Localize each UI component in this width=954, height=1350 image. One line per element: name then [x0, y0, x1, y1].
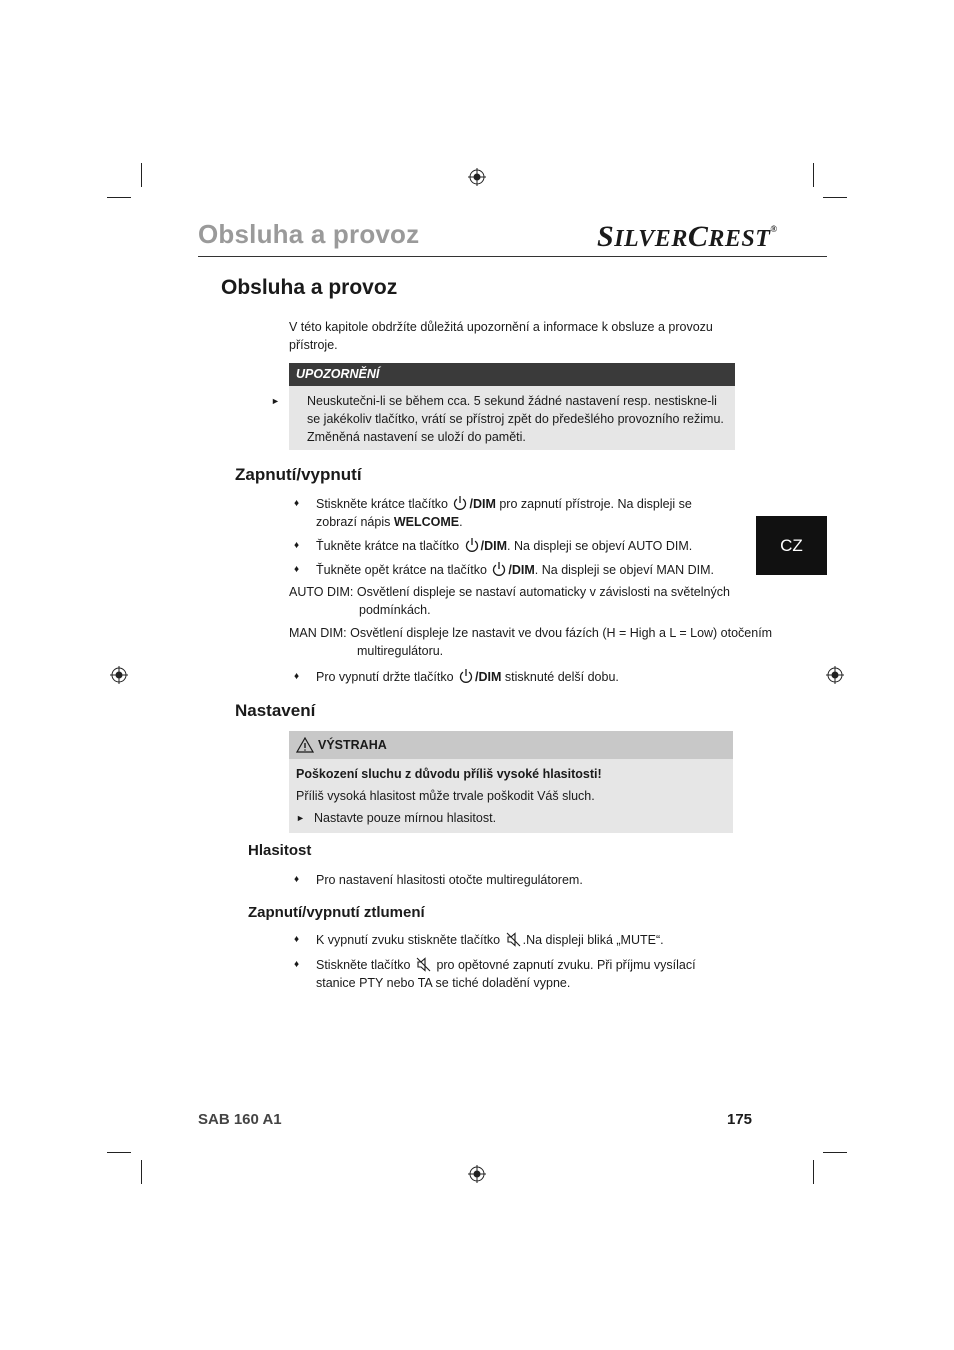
- diamond-bullet-icon: ♦: [294, 540, 300, 551]
- power-section-title: Zapnutí/vypnutí: [235, 465, 362, 484]
- header-title: Obsluha a provoz: [198, 219, 420, 249]
- crop-mark: [141, 1160, 142, 1184]
- crop-mark: [823, 197, 847, 198]
- warning-body: [289, 759, 733, 833]
- power-icon: [464, 537, 480, 553]
- notice-heading: UPOZORNĚNÍ: [289, 363, 735, 386]
- footer-model: SAB 160 A1: [198, 1111, 282, 1128]
- triangle-right-arrow-icon: ►: [271, 396, 280, 406]
- crop-mark: [813, 163, 814, 187]
- warning-heading: VÝSTRAHA: [289, 731, 733, 759]
- settings-section-title: Nastavení: [235, 701, 316, 720]
- auto-dim-definition: AUTO DIM: Osvětlení displeje se nastaví automaticky v závislosti na světelných podmínkách.: [289, 585, 730, 617]
- crop-mark: [141, 163, 142, 187]
- diamond-bullet-icon: ♦: [294, 934, 300, 945]
- header-rule: [198, 256, 827, 257]
- warning-item: ► Nastavte pouze mírnou hlasitost.: [296, 807, 726, 829]
- registration-mark-icon: [468, 1165, 486, 1183]
- crop-mark: [107, 1152, 131, 1153]
- power-icon: [452, 495, 468, 511]
- crop-mark: [823, 1152, 847, 1153]
- section-title: Obsluha a provoz: [221, 276, 398, 299]
- page-number: 175: [727, 1111, 753, 1128]
- notice-box: [271, 363, 735, 450]
- warning-box: [289, 731, 733, 833]
- notice-body: ► Neuskutečni-li se během cca. 5 sekund žádné nastavení resp. nestiskne-li se jakékoliv tlačítko, vrátí se přístroj zpět do předešlého provozního režimu. Změněná nastavení se uloží do paměti.: [289, 386, 735, 450]
- warning-bold-text: Poškození sluchu z důvodu příliš vysoké hlasitosti!: [296, 767, 602, 781]
- diamond-bullet-icon: ♦: [294, 671, 300, 682]
- registration-mark-icon: [110, 666, 128, 684]
- crop-mark: [107, 197, 131, 198]
- registration-mark-icon: [468, 168, 486, 186]
- power-icon: [491, 561, 507, 577]
- mute-section-title: Zapnutí/vypnutí ztlumení: [248, 904, 425, 921]
- intro-paragraph: V této kapitole obdržíte důležitá upozornění a informace k obsluze a provozu přístroje.: [289, 320, 713, 352]
- man-dim-definition: MAN DIM: Osvětlení displeje lze nastavit ve dvou fázích (H = High a L = Low) otočením multiregulátoru.: [289, 626, 773, 658]
- warning-text: Příliš vysoká hlasitost může trvale poškodit Váš sluch.: [296, 789, 595, 803]
- power-icon: [458, 668, 474, 684]
- diamond-bullet-icon: ♦: [294, 959, 300, 970]
- mute-icon: [416, 957, 431, 972]
- mute-icon: [506, 932, 521, 947]
- diamond-bullet-icon: ♦: [294, 564, 300, 575]
- language-tab: CZ: [756, 516, 827, 575]
- volume-section-title: Hlasitost: [248, 842, 312, 859]
- diamond-bullet-icon: ♦: [294, 874, 300, 885]
- crop-mark: [813, 1160, 814, 1184]
- brand-logo: SILVERCREST®: [597, 220, 778, 253]
- registration-mark-icon: [826, 666, 844, 684]
- warning-triangle-icon: [296, 737, 314, 753]
- diamond-bullet-icon: ♦: [294, 498, 300, 509]
- triangle-right-arrow-icon: ►: [296, 813, 305, 823]
